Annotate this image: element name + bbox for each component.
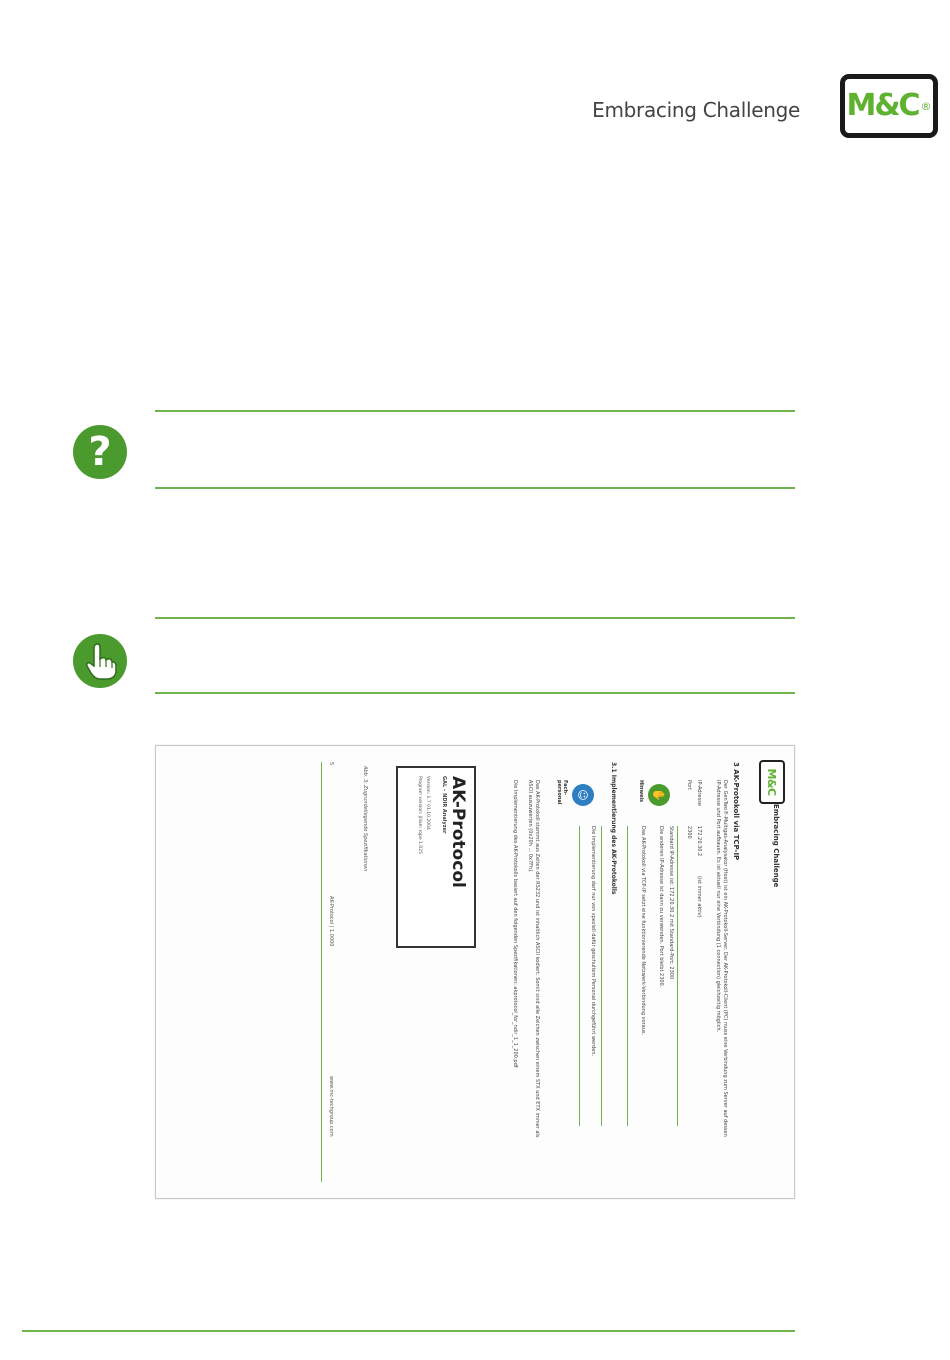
question-rule-bottom bbox=[155, 487, 795, 489]
tagline: Embracing Challenge bbox=[592, 98, 800, 122]
shot-port-value: 2300 bbox=[686, 826, 692, 839]
shot-ip-value: 172.20.30.2 bbox=[696, 826, 702, 857]
shot-heading-3: 3 AK-Protokoll via TCP-IP bbox=[732, 762, 740, 861]
shot-caption: Abb. 3: Zugrundeliegende Spezifikationen bbox=[362, 766, 368, 872]
shot-box-program: Program version: Jiliam rope 1.025 bbox=[417, 776, 422, 854]
shot-hinweis-label: Hinweis bbox=[638, 780, 644, 803]
manual-page-screenshot bbox=[155, 745, 795, 1199]
shot-foot-doc: AK-Protocol | 1.0000 bbox=[328, 896, 334, 947]
shot-box-version: Version: 1.7 01.10.2004 bbox=[425, 776, 430, 830]
shot-person-icon: ☺ bbox=[572, 784, 594, 806]
shot-green-rule-4 bbox=[579, 826, 580, 1126]
footer-rule bbox=[22, 1330, 795, 1332]
shot-ip-label: IP-Adresse bbox=[696, 780, 702, 806]
question-icon bbox=[73, 425, 127, 479]
shot-green-rule-3 bbox=[601, 826, 602, 1126]
pointing-hand-icon bbox=[73, 634, 127, 688]
question-rule-top bbox=[155, 410, 795, 412]
hint-rule-bottom bbox=[155, 692, 795, 694]
logo-registered-mark: ® bbox=[920, 99, 932, 113]
shot-logo-text: M&C bbox=[765, 768, 779, 796]
shot-standard-line: Standard IP-Adresse ist: 172.20.30.2 mit Standard-Port: 2300 bbox=[668, 826, 674, 980]
shot-tagline: Embracing Challenge bbox=[772, 804, 780, 888]
logo-text: M&C bbox=[846, 88, 919, 123]
shot-logo bbox=[759, 760, 785, 804]
shot-intro: Der GenTwo®-Multigas-Analysator (Host) ist ein AK-Protokoll-Server. Der AK-Protokoll-Client (PC) muss eine Verbindung zum Server auf dessen IP-Adresse und Port aufbauen. Es ist aktuell nur eine Verbindung (1 connection) gleichzeitig möglich. bbox=[715, 780, 728, 1137]
shot-body-2: Die Implementierung des AK-Protokolls basiert auf den folgenden Spezifikationen: akprotocol_for_ndir_1_1_200.pdf bbox=[512, 780, 518, 1068]
shot-spec-box bbox=[396, 766, 476, 948]
shot-green-rule-2 bbox=[627, 826, 628, 1126]
shot-green-rule-1 bbox=[677, 826, 678, 1126]
brand-logo bbox=[840, 74, 938, 138]
shot-foot-page: 5 bbox=[328, 762, 334, 766]
hint-rule-top bbox=[155, 617, 795, 619]
shot-box-title: AK-Protocol bbox=[448, 776, 468, 888]
shot-port-label: Port bbox=[686, 780, 692, 790]
shot-body-1: Das AK-Protokoll stammt aus Zeiten der RS232 und ist inhaltlich ASCII kodiert. Somit sind alle Zeichen zwischen einem STX und ETX immer als ASCII auszuwerten (0x20h ... 0x7Fh). bbox=[527, 780, 540, 1138]
shot-box-sub: GAL – NDIR Analyzer bbox=[441, 776, 447, 834]
shot-foot-url: www.mc-techgroup.com bbox=[328, 1076, 334, 1137]
shot-footer-rule bbox=[321, 762, 322, 1182]
shot-hinweis-text-1: Die anderen IP-Adresse ist dann zu verwenden. Port bleibt 2300. bbox=[658, 826, 664, 988]
shot-heading-31: 3.1 Implementierung des AK-Protokolls bbox=[610, 762, 617, 895]
shot-hinweis-text-2: Das AK-Protokoll via TCP-IP setzt eine funktionierende Netzwerk-Verbindung voraus. bbox=[640, 826, 646, 1036]
shot-fach-label: Fach- personal bbox=[556, 780, 568, 805]
shot-hand-icon: ✋ bbox=[648, 784, 670, 806]
shot-fach-text: Die Implementierung darf nur von speziell dafür geschultem Personal durchgeführt werden. bbox=[590, 826, 596, 1057]
rotated-page bbox=[156, 746, 794, 1198]
shot-ip-note: (ist immer aktiv) bbox=[696, 876, 702, 918]
question-mark-glyph: ? bbox=[88, 429, 112, 475]
